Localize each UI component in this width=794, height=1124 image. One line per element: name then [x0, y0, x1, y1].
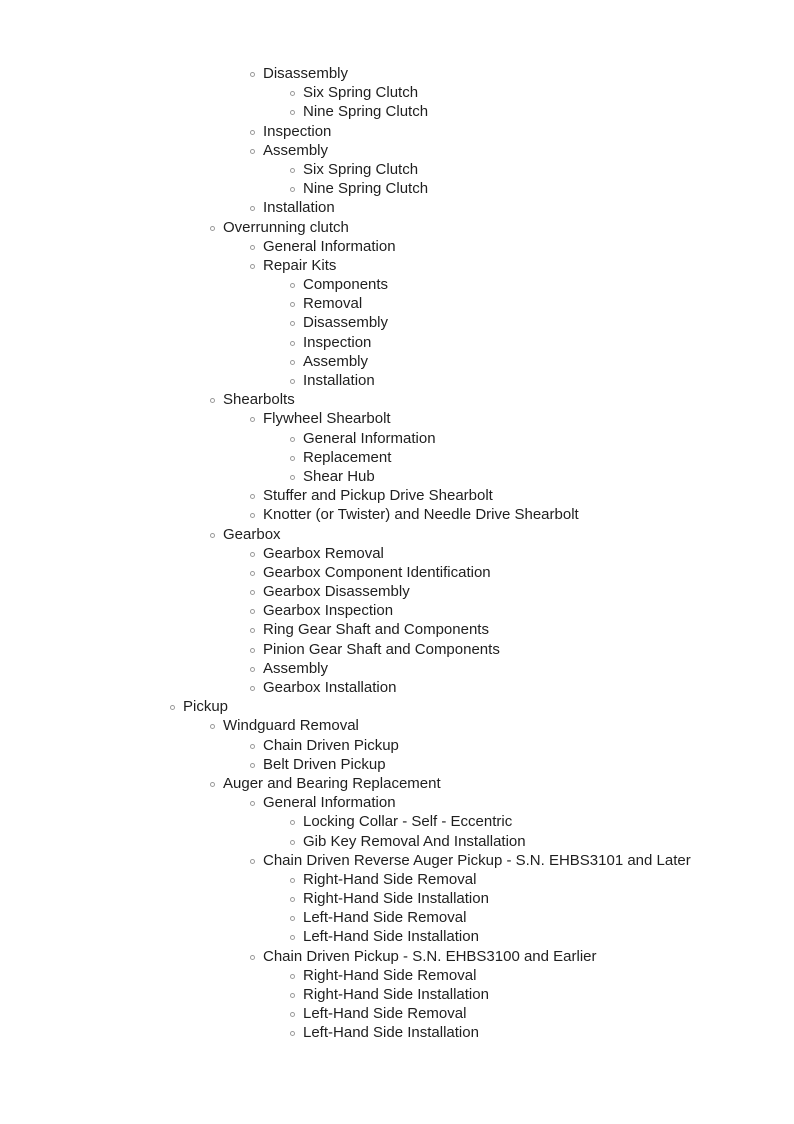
toc-entry[interactable] [0, 333, 794, 352]
bullet-icon [290, 341, 295, 346]
toc-entry-label: Replacement [303, 448, 392, 466]
toc-entry-label: Gearbox Removal [263, 544, 384, 562]
toc-entry-label: Pickup [183, 698, 229, 716]
bullet-icon [250, 859, 255, 864]
bullet-icon [210, 533, 215, 538]
toc-entry[interactable] [0, 160, 794, 179]
toc-entry[interactable] [0, 218, 794, 237]
toc-entry[interactable] [0, 544, 794, 563]
bullet-icon [290, 897, 295, 902]
toc-entry-label: Gib Key Removal And Installation [303, 832, 526, 850]
toc-entry-label: Inspection [303, 333, 372, 351]
bullet-icon [250, 552, 255, 557]
toc-entry-label: Gearbox Installation [263, 679, 397, 696]
toc-entry[interactable] [0, 256, 794, 275]
toc-entry[interactable] [0, 908, 794, 927]
bullet-icon [290, 91, 295, 96]
toc-entry-label: Ring Gear Shaft and Components [263, 621, 489, 639]
bullet-icon [290, 321, 295, 326]
toc-entry[interactable] [0, 64, 794, 83]
toc-entry[interactable] [0, 102, 794, 121]
toc-entry[interactable] [0, 870, 794, 889]
bullet-icon [290, 302, 295, 307]
toc-entry[interactable] [0, 486, 794, 505]
bullet-icon [290, 475, 295, 480]
toc-entry[interactable] [0, 736, 794, 755]
bullet-icon [210, 724, 215, 729]
table-of-contents [0, 64, 794, 1043]
bullet-icon [250, 264, 255, 269]
toc-entry-label: Repair Kits [263, 256, 337, 274]
toc-entry[interactable] [0, 812, 794, 831]
toc-entry[interactable] [0, 83, 794, 102]
toc-entry[interactable] [0, 966, 794, 985]
bullet-icon [290, 993, 295, 998]
toc-entry-label: Belt Driven Pickup [263, 755, 386, 773]
bullet-icon [250, 571, 255, 576]
toc-entry-label: Assembly [263, 659, 329, 677]
bullet-icon [250, 245, 255, 250]
toc-entry[interactable] [0, 678, 794, 697]
toc-entry-label: Chain Driven Pickup - S.N. EHBS3100 and Earlier [263, 947, 597, 965]
toc-entry[interactable] [0, 1004, 794, 1023]
toc-entry-label: Installation [303, 372, 375, 389]
toc-entry[interactable] [0, 793, 794, 812]
bullet-icon [250, 513, 255, 518]
bullet-icon [250, 801, 255, 806]
toc-entry-label: Stuffer and Pickup Drive Shearbolt [263, 487, 493, 505]
toc-entry-label: Left-Hand Side Removal [303, 1005, 467, 1023]
toc-entry[interactable] [0, 1023, 794, 1042]
bullet-icon [290, 820, 295, 825]
toc-entry[interactable] [0, 927, 794, 946]
bullet-icon [250, 494, 255, 499]
toc-entry-label: Left-Hand Side Removal [303, 909, 467, 927]
bullet-icon [290, 187, 295, 192]
bullet-icon [290, 283, 295, 288]
toc-entry[interactable] [0, 467, 794, 486]
toc-entry[interactable] [0, 947, 794, 966]
toc-entry[interactable] [0, 198, 794, 217]
toc-entry[interactable] [0, 448, 794, 467]
toc-entry[interactable] [0, 294, 794, 313]
toc-entry[interactable] [0, 755, 794, 774]
bullet-icon [250, 130, 255, 135]
bullet-icon [170, 705, 175, 710]
bullet-icon [210, 782, 215, 787]
toc-entry[interactable] [0, 716, 794, 735]
toc-entry-label: Nine Spring Clutch [303, 180, 429, 198]
toc-entry-label: Shear Hub [303, 467, 375, 485]
toc-entry-label: Left-Hand Side Installation [303, 1024, 479, 1042]
bullet-icon [250, 955, 255, 960]
toc-entry-label: Right-Hand Side Installation [303, 986, 489, 1003]
toc-entry-label: Chain Driven Pickup [263, 736, 399, 754]
toc-entry[interactable] [0, 640, 794, 659]
toc-entry-label: Left-Hand Side Installation [303, 928, 479, 946]
bullet-icon [290, 379, 295, 384]
toc-entry-label: General Information [263, 237, 396, 255]
toc-entry[interactable] [0, 179, 794, 198]
toc-entry-label: Assembly [303, 352, 369, 370]
toc-entry-label: Gearbox Disassembly [263, 583, 410, 601]
toc-entry-label: Nine Spring Clutch [303, 103, 429, 121]
toc-entry[interactable] [0, 237, 794, 256]
bullet-icon [290, 360, 295, 365]
toc-entry[interactable] [0, 659, 794, 678]
bullet-icon [290, 456, 295, 461]
toc-entry[interactable] [0, 889, 794, 908]
bullet-icon [290, 168, 295, 173]
toc-entry[interactable] [0, 851, 794, 870]
toc-entry-label: Components [303, 276, 389, 294]
toc-entry-label: Auger and Bearing Replacement [223, 774, 441, 792]
bullet-icon [250, 72, 255, 77]
toc-entry-label: Pinion Gear Shaft and Components [263, 640, 500, 658]
toc-entry[interactable] [0, 141, 794, 160]
toc-entry[interactable] [0, 275, 794, 294]
bullet-icon [290, 1031, 295, 1036]
toc-entry[interactable] [0, 352, 794, 371]
toc-entry[interactable] [0, 122, 794, 141]
bullet-icon [210, 226, 215, 231]
toc-entry[interactable] [0, 620, 794, 639]
toc-entry[interactable] [0, 313, 794, 332]
toc-entry[interactable] [0, 774, 794, 793]
toc-entry[interactable] [0, 563, 794, 582]
toc-entry-label: Right-Hand Side Removal [303, 870, 477, 888]
toc-entry-label: Overrunning clutch [223, 218, 349, 236]
bullet-icon [290, 974, 295, 979]
toc-entry[interactable] [0, 371, 794, 390]
toc-entry[interactable] [0, 582, 794, 601]
toc-entry-label: Shearbolts [223, 391, 295, 409]
bullet-icon [290, 110, 295, 115]
toc-entry[interactable] [0, 429, 794, 448]
toc-entry-label: Chain Driven Reverse Auger Pickup - S.N. EHBS3101 and Later [263, 851, 691, 869]
toc-entry-label: Six Spring Clutch [303, 84, 419, 102]
toc-entry-label: Gearbox Component Identification [263, 563, 491, 581]
bullet-icon [290, 437, 295, 442]
toc-entry-label: Installation [263, 199, 335, 217]
bullet-icon [250, 648, 255, 653]
toc-entry[interactable] [0, 409, 794, 428]
toc-entry-label: Right-Hand Side Removal [303, 966, 477, 984]
bullet-icon [250, 744, 255, 749]
bullet-icon [290, 935, 295, 940]
toc-entry-label: Disassembly [263, 65, 349, 82]
toc-entry[interactable] [0, 505, 794, 524]
toc-entry-label: General Information [263, 794, 396, 812]
bullet-icon [250, 206, 255, 211]
bullet-icon [290, 916, 295, 921]
toc-entry-label: Removal [303, 295, 363, 313]
toc-entry[interactable] [0, 832, 794, 851]
toc-entry[interactable] [0, 601, 794, 620]
bullet-icon [250, 667, 255, 672]
toc-entry[interactable] [0, 390, 794, 409]
toc-entry-label: Windguard Removal [223, 717, 359, 735]
toc-entry-label: Gearbox Inspection [263, 602, 394, 620]
toc-entry-label: Gearbox [223, 525, 281, 543]
toc-entry-label: Disassembly [303, 314, 389, 332]
bullet-icon [250, 149, 255, 154]
toc-entry-label: General Information [303, 429, 436, 447]
bullet-icon [250, 590, 255, 595]
toc-entry-label: Locking Collar - Self - Eccentric [303, 813, 513, 831]
bullet-icon [290, 1012, 295, 1017]
bullet-icon [250, 763, 255, 768]
toc-entry[interactable] [0, 985, 794, 1004]
bullet-icon [250, 417, 255, 422]
toc-entry-label: Knotter (or Twister) and Needle Drive Shearbolt [263, 506, 579, 524]
bullet-icon [250, 686, 255, 691]
bullet-icon [290, 840, 295, 845]
toc-entry-label: Right-Hand Side Installation [303, 890, 489, 908]
toc-entry[interactable] [0, 525, 794, 544]
bullet-icon [210, 398, 215, 403]
bullet-icon [290, 878, 295, 883]
toc-entry-label: Six Spring Clutch [303, 160, 419, 178]
toc-entry[interactable] [0, 697, 794, 716]
bullet-icon [250, 628, 255, 633]
toc-entry-label: Inspection [263, 122, 332, 140]
bullet-icon [250, 609, 255, 614]
toc-entry-label: Flywheel Shearbolt [263, 410, 391, 428]
toc-entry-label: Assembly [263, 141, 329, 159]
